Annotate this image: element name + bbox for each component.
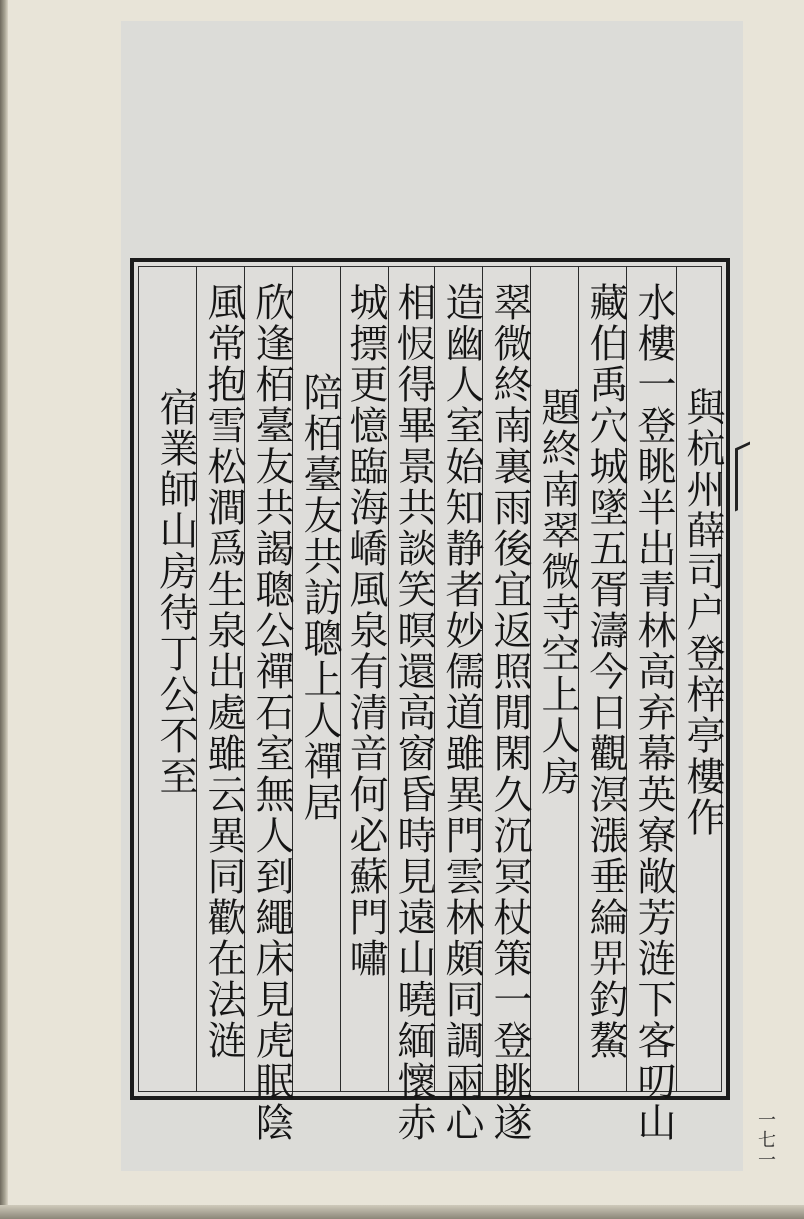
book-spine-edge — [0, 0, 8, 1219]
book-bottom-edge — [0, 1205, 804, 1219]
page-number: 一七一 — [755, 1110, 776, 1170]
poem-title-3: 陪栢臺友共訪聰上人禪居 — [297, 372, 342, 823]
column-rule — [676, 266, 677, 1092]
poem-title-2: 題終南翠微寺空上人房 — [535, 387, 580, 797]
fold-mark — [735, 442, 750, 512]
text-frame — [130, 258, 730, 1143]
poem-line: 欣逢栢臺友共謁聰公禪石室無人到繩床見虎眠陰 — [249, 282, 294, 1143]
poem-title-1: 與杭州薛司户登梓亭樓作 — [680, 387, 725, 838]
column-rule — [388, 266, 389, 1092]
poem-line: 造幽人室始知静者妙儒道雖異門雲林頗同調兩心 — [439, 282, 484, 1143]
poem-line: 藏伯禹穴城墜五胥濤今日觀溟漲垂綸𢌿釣鰲 — [583, 282, 628, 1061]
poem-line: 水樓一登眺半出青林高弃幕英寮敞芳涟下客叨山 — [631, 282, 676, 1143]
poem-line: 城摽更憶臨海嶠風泉有清音何必蘇門嘯 — [343, 282, 388, 979]
poem-line: 翠微終南裏雨後宜返照閒閑久沉冥杖策一登眺遂 — [487, 282, 532, 1143]
poem-title-4: 宿業師山房待丁公不至 — [153, 387, 198, 797]
poem-line: 相𢘎得畢景共談笑暝還高窗昏時見遠山曉緬懷赤 — [391, 282, 436, 1143]
poem-line: 風常抱雪松澗爲生泉出處雖云異同歡在法涟 — [201, 282, 246, 1061]
